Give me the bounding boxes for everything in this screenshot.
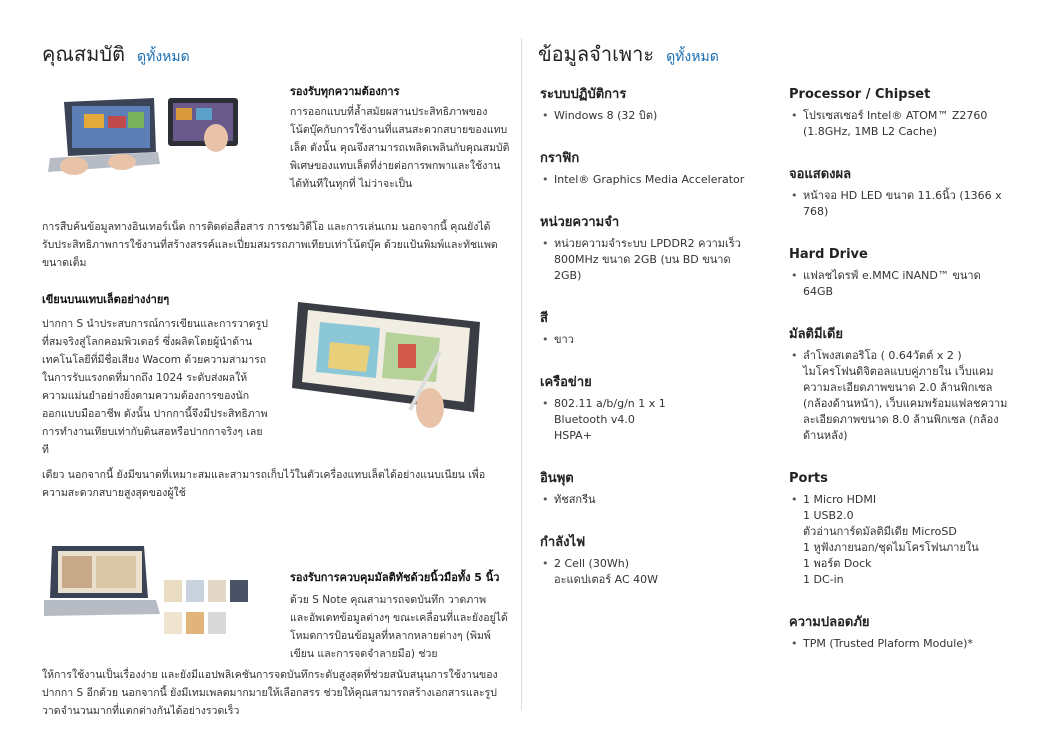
spec-display xyxy=(789,166,1009,220)
spec-network xyxy=(540,374,760,444)
spec-heading: Ports xyxy=(789,471,828,486)
spec-heading: จอแสดงผล xyxy=(789,167,852,182)
spec-input xyxy=(540,470,760,508)
spec-ports xyxy=(789,470,1009,588)
feature-heading: รองรับการควบคุมมัลติทัชด้วยนิ้วมือทั้ง 5 นิ้ว xyxy=(290,571,500,584)
snote-templates-image xyxy=(162,578,252,648)
spec-value: • 2 Cell (30Wh) อะแดปเตอร์ AC 40W xyxy=(540,556,760,588)
feature-body-continued: การสืบค้นข้อมูลทางอินเทอร์เน็ต การติดต่อสื่อสาร การชมวิดีโอ และการเล่นเกม นอกจากนี้ คุณยังได้รับประสิทธิภาพการใช้งานที่สร้างสรรค์และเปี่ยมสมรรถภาพเทียบเท่าโน้ตบุ๊ค ด้วยแป้นพิมพ์และทัชแพดขนาดเต็ม xyxy=(42,221,498,269)
specs-right-column xyxy=(789,86,1009,672)
column-divider xyxy=(521,38,522,710)
spec-heading: กำลังไฟ xyxy=(540,535,586,550)
feature-body: ปากกา S นำประสบการณ์การเขียนและการวาดรูปที่สมจริงสู่โลกคอมพิวเตอร์ ซึ่งผลิตโดยผู้นำด้านเทคโนโลยีที่มีชื่อเสียง Wacom ด้วยความสามารถในการรับแรงกดที่มากถึง 1024 ระดับส่งผลให้ความแม่นยำอย่างยิ่งตามความต้องการของนักออกแบบมืออาชีพ ดังนั้น ปากกานี้จึงมีประสิทธิภาพการทำงานเทียบเท่ากับดินสอหรือปากกาจริงๆ เลยที xyxy=(42,318,268,456)
spec-heading: กราฟิก xyxy=(540,151,580,166)
spec-os xyxy=(540,86,760,124)
spec-security xyxy=(789,614,1009,652)
spec-value: • Windows 8 (32 บิต) xyxy=(540,108,760,124)
spec-value: • TPM (Trusted Plaform Module)* xyxy=(789,636,1009,652)
laptop-snote-image xyxy=(44,542,160,626)
spec-heading: Processor / Chipset xyxy=(789,87,931,102)
feature-heading: เขียนบนแทบเล็ตอย่างง่ายๆ xyxy=(42,293,170,306)
tablet-drawing-image xyxy=(290,292,490,432)
spec-memory xyxy=(540,214,760,284)
specs-title: ข้อมูลจำเพาะ xyxy=(538,42,655,66)
spec-heading: เครือข่าย xyxy=(540,375,592,390)
spec-processor xyxy=(789,86,1009,140)
feature-heading: รองรับทุกความต้องการ xyxy=(290,85,400,98)
spec-value: • โปรเซสเซอร์ Intel® ATOM™ Z2760 (1.8GHz, 1MB L2 Cache) xyxy=(789,108,1009,140)
feature-body-continued: ให้การใช้งานเป็นเรื่องง่าย และยังมีแอปพลิเคชันการจดบันทึกระดับสูงสุดที่ช่วยสนับสนุนการใช้งานของปากกา S อีกด้วย นอกจากนี้ ยังมีเทมเพลตมากมายให้เลือกสรร ช่วยให้คุณสามารถสร้างเอกสารและรูปวาดจำนวนมากที่แตกต่างกันได้อย่างรวดเร็ว xyxy=(42,669,498,717)
spec-color xyxy=(540,310,760,348)
spec-value: • ทัชสกรีน xyxy=(540,492,760,508)
spec-power xyxy=(540,534,760,588)
spec-value: • Intel® Graphics Media Accelerator xyxy=(540,172,760,188)
feature-body: ด้วย S Note คุณสามารถจดบันทึก วาดภาพ และอัพเดทข้อมูลต่างๆ ขณะเคลื่อนที่และยังอยู่ได้ โหมดการป้อนข้อมูลที่หลากหลายต่างๆ (พิมพ์ เขียน และการจดจำลายมือ) ช่วย xyxy=(290,594,508,660)
spec-heading: ระบบปฏิบัติการ xyxy=(540,87,627,102)
features-header xyxy=(42,38,512,72)
spec-value: • 802.11 a/b/g/n 1 x 1 Bluetooth v4.0 HSPA+ xyxy=(540,396,760,444)
features-section xyxy=(42,38,512,717)
spec-heading: มัลติมีเดีย xyxy=(789,327,844,342)
spec-heading: Hard Drive xyxy=(789,247,868,262)
spec-value: • หน้าจอ HD LED ขนาด 11.6นิ้ว (1366 x 768) xyxy=(789,188,1009,220)
specs-view-all-link[interactable]: ดูทั้งหมด xyxy=(666,49,719,65)
spec-multimedia xyxy=(789,326,1009,444)
spec-value: • หน่วยความจำระบบ LPDDR2 ความเร็ว 800MHz ขนาด 2GB (บน BD ขนาด 2GB) xyxy=(540,236,760,284)
spec-heading: ความปลอดภัย xyxy=(789,615,870,630)
feature-body-continued: เดียว นอกจากนี้ ยังมีขนาดที่เหมาะสมและสามารถเก็บไว้ในตัวเครื่องแทบเล็ตได้อย่างแนบเนียน เพื่อความสะดวกสบายสูงสุดของผู้ใช้ xyxy=(42,469,486,499)
specs-left-column xyxy=(540,86,760,608)
specs-section xyxy=(538,38,1008,650)
spec-value: • แฟลชไดรฟ์ e.MMC iNAND™ ขนาด 64GB xyxy=(789,268,1009,300)
features-view-all-link[interactable]: ดูทั้งหมด xyxy=(137,49,190,65)
spec-value: • ลำโพงสเตอริโอ ( 0.64วัตต์ x 2 ) ไมโครโฟนดิจิตอลแบบคู่ภายใน เว็บแคมความละเอียดภาพขนาด 2.0 ล้านพิกเซล (กล้องด้านหน้า), เว็บแคมพร้อมแฟลชความละเอียดภาพขนาด 8.0 ล้านพิกเซล (กล้องด้านหลัง) xyxy=(789,348,1009,444)
features-title: คุณสมบัติ xyxy=(42,42,126,66)
spec-heading: หน่วยความจำ xyxy=(540,215,620,230)
spec-value: • 1 Micro HDMI 1 USB2.0 ตัวอ่านการ์ดมัลติมีเดีย MicroSD 1 หูฟังภายนอก/ชุดไมโครโฟนภายใน 1 พอร์ต Dock 1 DC-in xyxy=(789,492,1009,588)
feature-body: การออกแบบที่ล้ำสมัยผสานประสิทธิภาพของโน้ตบุ๊คกับการใช้งานที่แสนสะดวกสบายของแทบเล็ต ดังนั้น คุณจึงสามารถเพลิดเพลินกับคุณสมบัติพิเศษของแทบเล็ตที่ง่ายต่อการพกพาและใช้งานได้ทันทีในทุกที่ ไม่ว่าจะเป็น xyxy=(290,106,510,190)
tablet-touch-image xyxy=(166,94,242,158)
spec-graphics xyxy=(540,150,760,188)
specs-header xyxy=(538,38,1008,72)
spec-heading: อินพุต xyxy=(540,471,574,486)
laptop-typing-image xyxy=(44,92,162,184)
spec-value: • ขาว xyxy=(540,332,760,348)
spec-heading: สี xyxy=(540,311,548,326)
spec-storage xyxy=(789,246,1009,300)
